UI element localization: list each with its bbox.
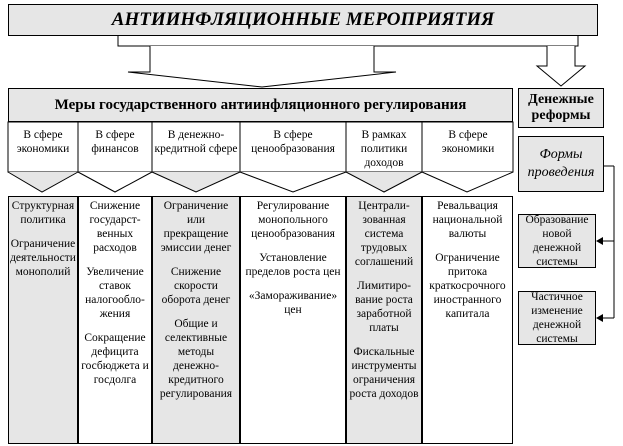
measure-item: Снижение государст-венных расходов	[89, 200, 141, 254]
sphere-label-2: В сфере финансов	[91, 129, 139, 155]
measure-column-3	[152, 196, 240, 444]
measure-item: Регулирование монопольного ценообразования	[251, 200, 335, 240]
measure-column-4	[240, 196, 346, 444]
measure-item: Фискальные инструменты ограничения роста доходов	[349, 346, 419, 400]
arrow-to-reforms	[537, 46, 585, 86]
sphere-chevron-2	[78, 172, 152, 192]
measure-item: Установление пределов роста цен	[245, 252, 341, 278]
title-bracket	[118, 36, 578, 46]
measure-column-2	[78, 196, 152, 444]
measure-column-5	[346, 196, 422, 444]
measure-item: Лимитиро-вание роста заработной платы	[355, 280, 413, 334]
measure-column-1	[8, 196, 78, 444]
measures-header: Меры государственного антиинфляционного регулирования	[8, 88, 513, 122]
measure-item: Общие и селективные методы денежно-кредитного регулирования	[159, 318, 233, 400]
measure-item: «Замораживание» цен	[248, 290, 338, 316]
arrow-to-measures	[128, 46, 396, 87]
sphere-label-3: В денежно-кредитной сфере	[154, 129, 238, 155]
sphere-chevron-3	[152, 172, 240, 192]
reform-header: Денежные реформы	[518, 88, 604, 128]
sphere-label-4: В сфере ценообразования	[251, 129, 335, 155]
sphere-label-6: В сфере экономики	[441, 129, 495, 155]
measure-item: Сокращение дефицита госбюджета и госдолга	[81, 332, 149, 386]
reform-form-new-system: Образование новой денежной системы	[518, 214, 596, 268]
measure-item: Структурная политика	[11, 200, 75, 226]
page-title: АНТИИНФЛЯЦИОННЫЕ МЕРОПРИЯТИЯ	[8, 4, 598, 36]
sphere-chevron-5	[346, 172, 422, 192]
sphere-label-1: В сфере экономики	[16, 129, 70, 155]
sphere-chevron-1	[8, 172, 78, 192]
measure-item: Централи-зованная система трудовых соглашений	[354, 200, 414, 268]
measure-item: Снижение скорости оборота денег	[161, 266, 231, 306]
measure-item: Ограничение притока краткосрочного иностранного капитала	[429, 252, 506, 320]
sphere-label-5: В рамках политики доходов	[360, 129, 408, 169]
measure-item: Ревальвация национальной валюты	[432, 200, 503, 240]
measure-item: Ограничение или прекращение эмиссии денег	[160, 200, 232, 254]
measure-item: Увеличение ставок налогообло-жения	[85, 266, 145, 320]
sphere-chevron-6	[422, 172, 513, 192]
forms-label: Формы проведения	[518, 136, 604, 192]
reform-form-partial-change: Частичное изменение денежной системы	[518, 291, 596, 345]
measure-item: Ограничение деятельности монополий	[10, 238, 76, 278]
sphere-chevron-4	[240, 172, 346, 192]
measure-column-6	[422, 196, 513, 444]
